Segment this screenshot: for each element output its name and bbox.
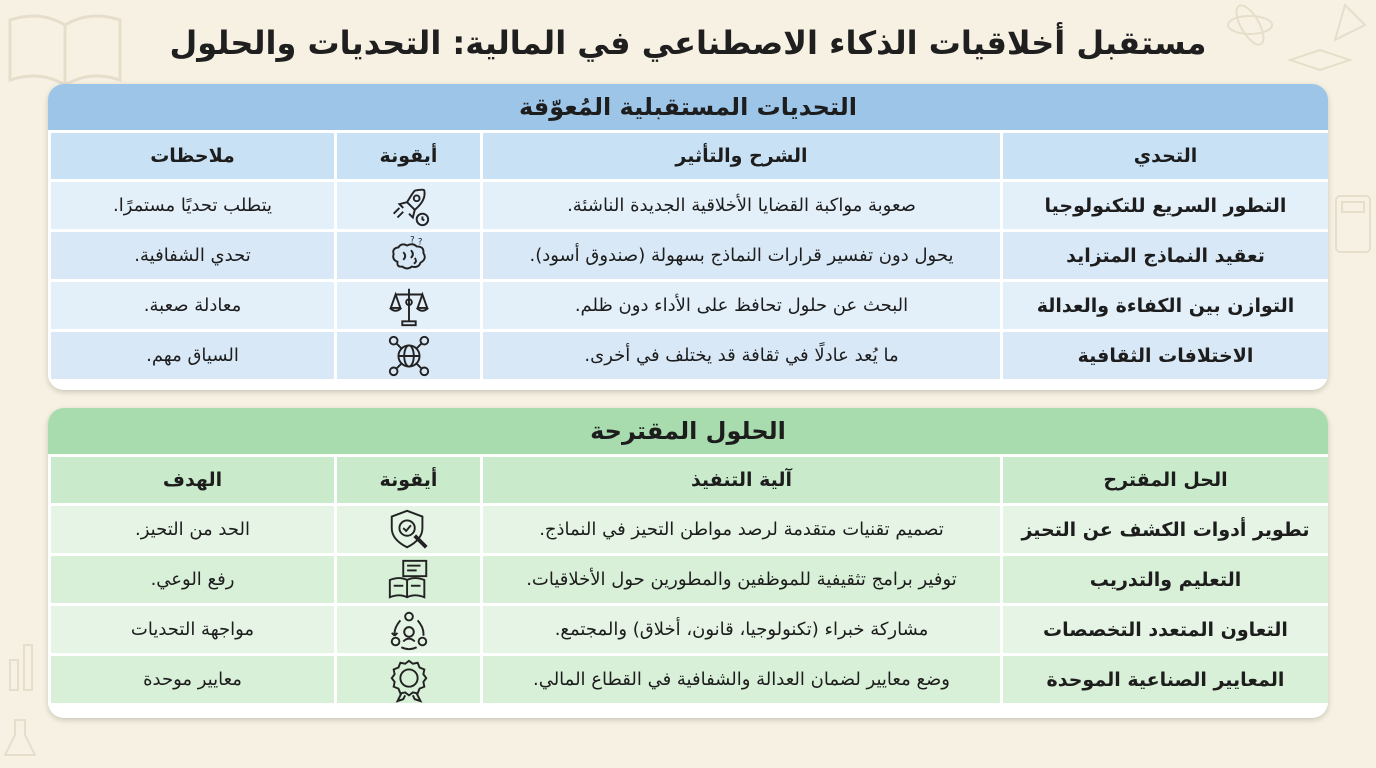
shield-magnifier-icon (386, 507, 432, 553)
table-row (50, 505, 1329, 555)
solution-goal: معايير موحدة (50, 655, 336, 705)
solutions-panel (48, 408, 1328, 718)
column-header: الحل المقترح (1002, 456, 1329, 505)
collaboration-cycle-icon (386, 607, 432, 653)
globe-people-icon (386, 333, 432, 379)
challenge-name: التطور السريع للتكنولوجيا (1002, 181, 1329, 231)
svg-text:?: ? (417, 237, 422, 247)
challenges-table (48, 130, 1328, 382)
challenge-name: التوازن بين الكفاءة والعدالة (1002, 281, 1329, 331)
challenge-name: الاختلافات الثقافية (1002, 331, 1329, 381)
challenge-description: ما يُعد عادلًا في ثقافة قد يختلف في أخرى. (482, 331, 1002, 381)
award-badge-icon (386, 657, 432, 703)
challenge-description: يحول دون تفسير قرارات النماذج بسهولة (صندوق أسود). (482, 231, 1002, 281)
column-header: التحدي (1002, 132, 1329, 181)
challenge-description: البحث عن حلول تحافظ على الأداء دون ظلم. (482, 281, 1002, 331)
solution-name: التعليم والتدريب (1002, 555, 1329, 605)
table-row (50, 655, 1329, 705)
column-header: أيقونة (336, 132, 482, 181)
challenge-note: يتطلب تحديًا مستمرًا. (50, 181, 336, 231)
solutions-table (48, 454, 1328, 706)
table-header-row (50, 132, 1329, 181)
solution-goal: رفع الوعي. (50, 555, 336, 605)
rocket-clock-icon (386, 183, 432, 229)
page-title: مستقبل أخلاقيات الذكاء الاصطناعي في المالية: التحديات والحلول (169, 24, 1207, 62)
challenge-description: صعوبة مواكبة القضايا الأخلاقية الجديدة الناشئة. (482, 181, 1002, 231)
challenge-name: تعقيد النماذج المتزايد (1002, 231, 1329, 281)
svg-text:?: ? (409, 235, 415, 246)
solution-goal: مواجهة التحديات (50, 605, 336, 655)
table-row (50, 605, 1329, 655)
book-presentation-icon (386, 557, 432, 603)
column-header: أيقونة (336, 456, 482, 505)
challenge-note: السياق مهم. (50, 331, 336, 381)
balance-scale-icon (386, 283, 432, 329)
solution-goal: الحد من التحيز. (50, 505, 336, 555)
column-header: الشرح والتأثير (482, 132, 1002, 181)
solution-name: المعايير الصناعية الموحدة (1002, 655, 1329, 705)
solution-description: وضع معايير لضمان العدالة والشفافية في القطاع المالي. (482, 655, 1002, 705)
table-header-row (50, 456, 1329, 505)
solution-description: توفير برامج تثقيفية للموظفين والمطورين حول الأخلاقيات. (482, 555, 1002, 605)
table-row (50, 181, 1329, 231)
column-header: آلية التنفيذ (482, 456, 1002, 505)
column-header: الهدف (50, 456, 336, 505)
table-row (50, 231, 1329, 281)
background-calculator-doodle (1330, 190, 1376, 260)
challenges-panel (48, 84, 1328, 390)
solutions-header: الحلول المقترحة (48, 408, 1328, 454)
brain-question-icon (386, 233, 432, 279)
challenge-note: تحدي الشفافية. (50, 231, 336, 281)
table-row (50, 331, 1329, 381)
solution-description: تصميم تقنيات متقدمة لرصد مواطن التحيز في النماذج. (482, 505, 1002, 555)
table-row (50, 281, 1329, 331)
solution-name: التعاون المتعدد التخصصات (1002, 605, 1329, 655)
column-header: ملاحظات (50, 132, 336, 181)
solution-name: تطوير أدوات الكشف عن التحيز (1002, 505, 1329, 555)
table-row (50, 555, 1329, 605)
challenges-header: التحديات المستقبلية المُعوّقة (48, 84, 1328, 130)
challenge-note: معادلة صعبة. (50, 281, 336, 331)
solution-description: مشاركة خبراء (تكنولوجيا، قانون، أخلاق) والمجتمع. (482, 605, 1002, 655)
